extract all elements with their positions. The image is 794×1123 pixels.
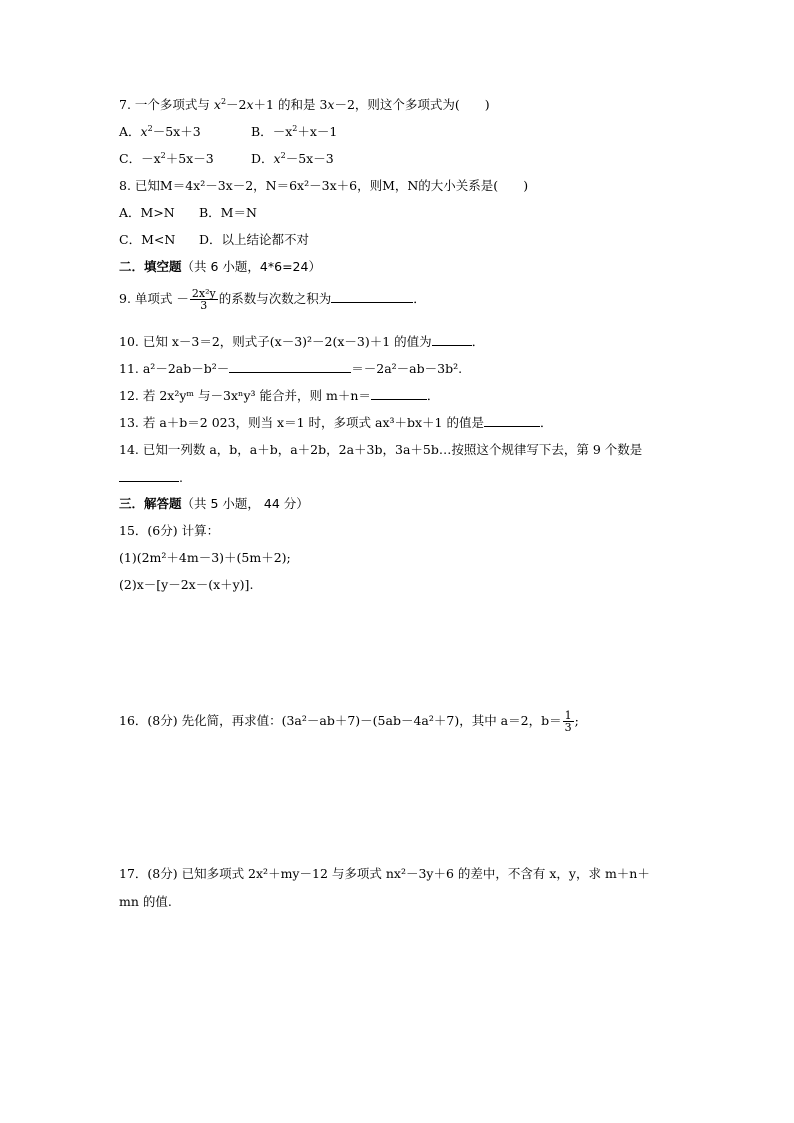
q14-end: .	[179, 470, 183, 485]
question-7-options-ab	[119, 123, 338, 140]
q9-fraction-numerator: 2x²y	[191, 287, 216, 300]
question-9: 9. 单项式 － $\frac{\text{2x²y}}{3}$ 的系数与次数之积为 ．	[119, 287, 426, 312]
q10-text: 10. 已知 x－3＝2，则式子(x－3)²－2(x－3)＋1 的值为	[119, 334, 432, 349]
q7-var-x2: x	[246, 97, 254, 112]
question-7-stem: 7. 一个多项式与 $x^2-2x+1$ 的和是 3x－2，则这个多项式为( )	[119, 96, 490, 112]
q16-fraction-numerator: 1	[564, 709, 572, 722]
section-3-subtitle: （共 5 小题， 44 分）	[181, 496, 309, 511]
q7-option-c[interactable]: C．$-x^2+5x-3$	[119, 150, 214, 166]
q7-text-a: 7. 一个多项式与	[119, 97, 214, 112]
q9-text-post: 的系数与次数之积为	[218, 291, 332, 306]
section-3-heading	[119, 496, 309, 512]
question-10: 10. 已知 x－3＝2，则式子(x－3)²－2(x－3)＋1 的值为 ．	[119, 334, 485, 349]
q14-answer-blank[interactable]	[119, 469, 179, 482]
question-16	[119, 710, 579, 733]
q12-text: 12. 若 2x²yᵐ 与－3xⁿy³ 能合并，则 m＋n＝	[119, 388, 371, 403]
section-3-title: 三．解答题	[119, 496, 182, 511]
question-8-options-ab	[119, 205, 257, 221]
question-8-options-cd	[119, 232, 310, 248]
q13-text: 13. 若 a＋b＝2 023，则当 x＝1 时，多项式 ax³＋bx＋1 的值是	[119, 415, 484, 430]
q8-option-a[interactable]: A．M>N	[119, 205, 175, 220]
q7-var-x3: x	[327, 97, 335, 112]
question-15-part-1: (1)(2m²＋4m－3)＋(5m＋2);	[119, 550, 291, 565]
q8-option-b[interactable]: B．M＝N	[199, 205, 257, 220]
question-15-stem: 15．(6分) 计算：	[119, 523, 220, 538]
section-2-title: 二．填空题	[119, 259, 182, 274]
q13-answer-blank[interactable]	[484, 414, 540, 427]
q10-answer-blank[interactable]	[432, 333, 472, 346]
question-7-options-cd	[119, 150, 334, 167]
question-14-line-1: 14. 已知一列数 a，b，a＋b，a＋2b，2a＋3b，3a＋5b…按照这个规律写下去，第 9 个数是	[119, 442, 643, 457]
q16-fraction	[563, 710, 574, 733]
q9-text: 9. 单项式 －	[119, 291, 189, 306]
q8-option-d[interactable]: D．以上结论都不对	[199, 232, 310, 247]
q12-answer-blank[interactable]	[371, 387, 427, 400]
question-13: 13. 若 a＋b＝2 023，则当 x＝1 时，多项式 ax³＋bx＋1 的值是 ．	[119, 415, 553, 430]
q16-text-post: ;	[574, 713, 579, 728]
question-15-part-2: (2)x－[y－2x－(x＋y)].	[119, 577, 254, 592]
q9-answer-blank[interactable]	[331, 290, 413, 303]
q16-fraction-denominator: 3	[564, 721, 572, 734]
q7-text-f: －2，则这个多项式为( )	[334, 97, 490, 112]
question-17-line-1: 17．(8分) 已知多项式 2x²＋my－12 与多项式 nx²－3y＋6 的差中，不含有 x，y，求 m＋n＋	[119, 866, 650, 881]
q7-option-d[interactable]: D．$x^2-5x-3$	[251, 150, 334, 166]
q7-option-a[interactable]: A．$x^2-5x+3$	[119, 123, 201, 139]
q7-option-b[interactable]: B．$-x^2+x-1$	[251, 123, 338, 139]
q11-text: 11. a²－2ab－b²－	[119, 361, 230, 376]
q11-text-post: ＝－2a²－ab－3b².	[351, 361, 463, 376]
section-2-heading	[119, 259, 321, 275]
q7-text-b: －2	[226, 97, 247, 112]
q16-text: 16．(8分) 先化简，再求值：(3a²－ab＋7)－(5ab－4a²＋7)，其中 a＝2，b＝	[119, 713, 562, 728]
q8-option-c[interactable]: C．M<N	[119, 232, 176, 247]
q7-var-x: x	[213, 97, 221, 112]
question-8-stem: 8. 已知M＝4x²－3x－2，N＝6x²－3x＋6，则M，N的大小关系是( )	[119, 178, 529, 193]
section-2-subtitle: （共 6 小题，4*6=24）	[181, 259, 321, 274]
q11-answer-blank[interactable]	[229, 360, 351, 373]
question-11	[119, 360, 462, 377]
question-17-line-2: mn 的值.	[119, 894, 172, 909]
q9-fraction	[190, 288, 218, 311]
q7-text-d: ＋1 的和是 3	[253, 97, 328, 112]
question-12: 12. 若 2x²yᵐ 与－3xⁿy³ 能合并，则 m＋n＝ ．	[119, 388, 440, 403]
q9-fraction-denominator: 3	[200, 299, 208, 312]
question-14-line-2	[119, 469, 183, 486]
